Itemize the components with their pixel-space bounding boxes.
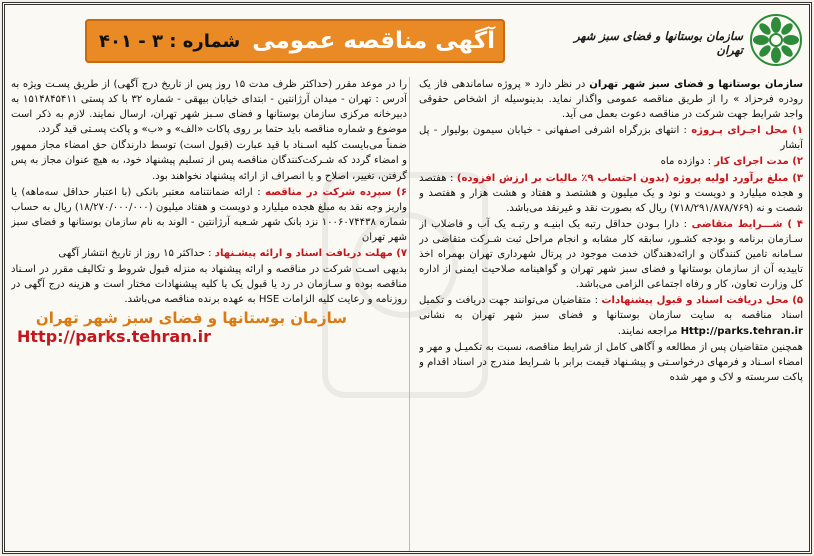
item-5-text: : متقاضیان می‌توانند جهت دریافت و تکمیل اسناد مناقصه به سایت سازمان بوستانها و فضای سبز شهر تهران به نشانی bbox=[419, 295, 803, 322]
tender-notice bbox=[2, 2, 812, 554]
intro-org: سازمان بوستانها و فضای سبز شهر تهران bbox=[589, 79, 803, 90]
organization-name: سازمان بوستانها و فضای سبز شهر تهران bbox=[574, 29, 743, 57]
notice-title: آگهی مناقصه عمومی bbox=[252, 28, 495, 54]
left-column bbox=[11, 77, 407, 551]
intro-text: در نظر دارد « پروژه ساماندهی فاز یک رودره فرحزاد » را از طریق مناقصه عمومی واگذار نماید. بدینوسیله از اشخاص حقوقی واجد شرایط جهت شرکت در مناقصه دعوت بعمل می آید. bbox=[419, 79, 803, 121]
item-3-text: : هفتصد و هجده میلیارد و دویست و نود و یک میلیون و هشتصد و هفتاد و هشت هزار و هفتصد و شصت و نه (۷۱۸/۲۹۱/۸۷۸/۷۶۹) ریال که بصورت نقد و غیرنقد می‌باشد. bbox=[419, 172, 803, 214]
footer-url-link[interactable]: Http://parks.tehran.ir bbox=[17, 326, 212, 346]
item-4-label: ۴ ) شـــرایط متقاضی bbox=[691, 218, 803, 230]
item-7 bbox=[11, 246, 407, 261]
submission-paragraph: را در موعد مقرر (حداکثر ظرف مدت ۱۵ روز پس از تاریخ درج آگهی) از طریق پسـت ویژه به آدرس : تهران - میدان آرژانتین - ابتدای خیابان بیهقی - شماره ۳۲ با کد پستی ۱۵۱۴۸۴۵۴۱۱ به دبیرخانه مرکزی سازمان بوستانها و فضای سـبز شهر تهران، ارسال نمایند. لازم به ذکر است موضوع و شماره مناقصه باید حتما بر روی پاکات «الف» و «ب» و پاکت پسـتی قید گردد. bbox=[11, 79, 407, 136]
notice-header bbox=[11, 9, 807, 69]
item-5-tail: مراجعه نمایند. bbox=[617, 325, 681, 337]
item-5 bbox=[419, 293, 803, 338]
column-divider bbox=[409, 77, 410, 551]
footer-organization: سازمان بوستانها و فضای سبز شهر تهران bbox=[35, 309, 347, 328]
item-7-text: : حداکثر ۱۵ روز از تاریخ انتشار آگهی bbox=[58, 248, 215, 260]
item-1 bbox=[419, 123, 803, 153]
item-3 bbox=[419, 171, 803, 216]
signature-paragraph: ضمناً می‌بایست کلیه اسـناد با قید عبارت (قبول است) توسط دارندگان حق امضاء مجاز ممهور و امضاء گردد که شـرکت‌کنندگان مناقصه پس از تسلیم پیشنهاد خود، به هیچ عنوان مجاز به پس گرفتن، تغییر، اصلاح و یا انصراف از ارائه پیشنهاد نخواهند بود. bbox=[11, 140, 407, 182]
right-column bbox=[419, 77, 803, 551]
closing-paragraph: همچنین متقاضیان پس از مطالعه و آگاهی کامل از شرایط مناقصه، نسبت به تکمیـل و مهر و امضاء اسـناد و فرمهای درخواسـتی و پیشـنهاد قیمت برابر با شـرایط مندرج در اسناد اقدام و پاکت سربسته و لاک و مهر شده bbox=[419, 341, 803, 383]
item-2 bbox=[419, 154, 803, 169]
item-2-text: : دوازده ماه bbox=[660, 156, 715, 168]
item-7-label: ۷) مهلت دریافت اسناد و ارائه پیشـنهاد bbox=[214, 248, 407, 260]
notice-banner bbox=[85, 19, 505, 63]
organization-logo-icon bbox=[749, 13, 803, 67]
item-1-label: ۱) محل اجـرای پـروژه bbox=[691, 125, 803, 137]
item-5-url-link[interactable]: Http://parks.tehran.ir bbox=[680, 325, 803, 337]
item-4 bbox=[419, 217, 803, 292]
item-1-text: : انتهای بزرگراه اشرفی اصفهانی - خیابان سیمون بولیوار - پل آبشار bbox=[419, 125, 803, 152]
intro-paragraph bbox=[419, 77, 803, 122]
item-6 bbox=[11, 185, 407, 245]
item-4-text: : دارا بـودن حداقل رتبه یک ابنیـه و رتبـه یک آب و فاضلاب از سـازمان برنامه و بودجه کشـور، سابقه کار مشابه و انجام مراحل ثبت شـرکت متقاضی در سـامانه تامین کنندگان و ارائه‌دهندگان خدمت موجود در پرتال شهرداری تهران بهمراه اخذ تاییدیه آن از سازمان بوستانها و فضای سبز شهر تهران و گواهینامه صلاحیت ایمنی از اداره کل وزارت تعاون، کار و رفاه اجتماعی الزامی می‌باشد. bbox=[419, 218, 803, 291]
notice-number: شماره : ۳ - ۴۰۱ bbox=[99, 30, 241, 52]
item-6-label: ۶) سپرده شرکت در مناقصه bbox=[265, 186, 407, 198]
item-5-label: ۵) محل دریافت اسناد و قبول پیشنهادات bbox=[601, 295, 803, 307]
item-3-label: ۳) مبلغ برآورد اولیه پروژه (بدون احتساب ۹٪ مالیات بر ارزش افزوده) bbox=[456, 172, 803, 184]
item-6-text: : ارائه ضمانتنامه معتبر بانکی (با اعتبار حداقل سه‌ماهه) یا واریز وجه نقد به مبلغ هجده میلیارد و دویست و هفتاد میلیون (۱۸/۲۷۰/۰۰۰/۰۰۰) ریال به حساب شماره ۱۰۰۶۰۷۴۴۳۸ نزد بانک شهر شـعبه آرژانتین - الوند به نام سازمان بوستانها و فضای سبز شهر تهران bbox=[11, 186, 407, 243]
item-2-label: ۲) مدت اجرای کار bbox=[714, 156, 803, 168]
conditions-paragraph: بدیهی اسـت شرکت در مناقصه و ارائه پیشنهاد به منزله قبول شروط و تکالیف مقرر در اسـناد مناقصه بوده و سـازمان در رد یا قبول یک یا کلیه پیشنهادات مختار است و هزینه درج آگهی در روزنامه و رعایت کلیه الزامات HSE به عهده برنده مناقصه می‌باشد. bbox=[11, 264, 407, 306]
